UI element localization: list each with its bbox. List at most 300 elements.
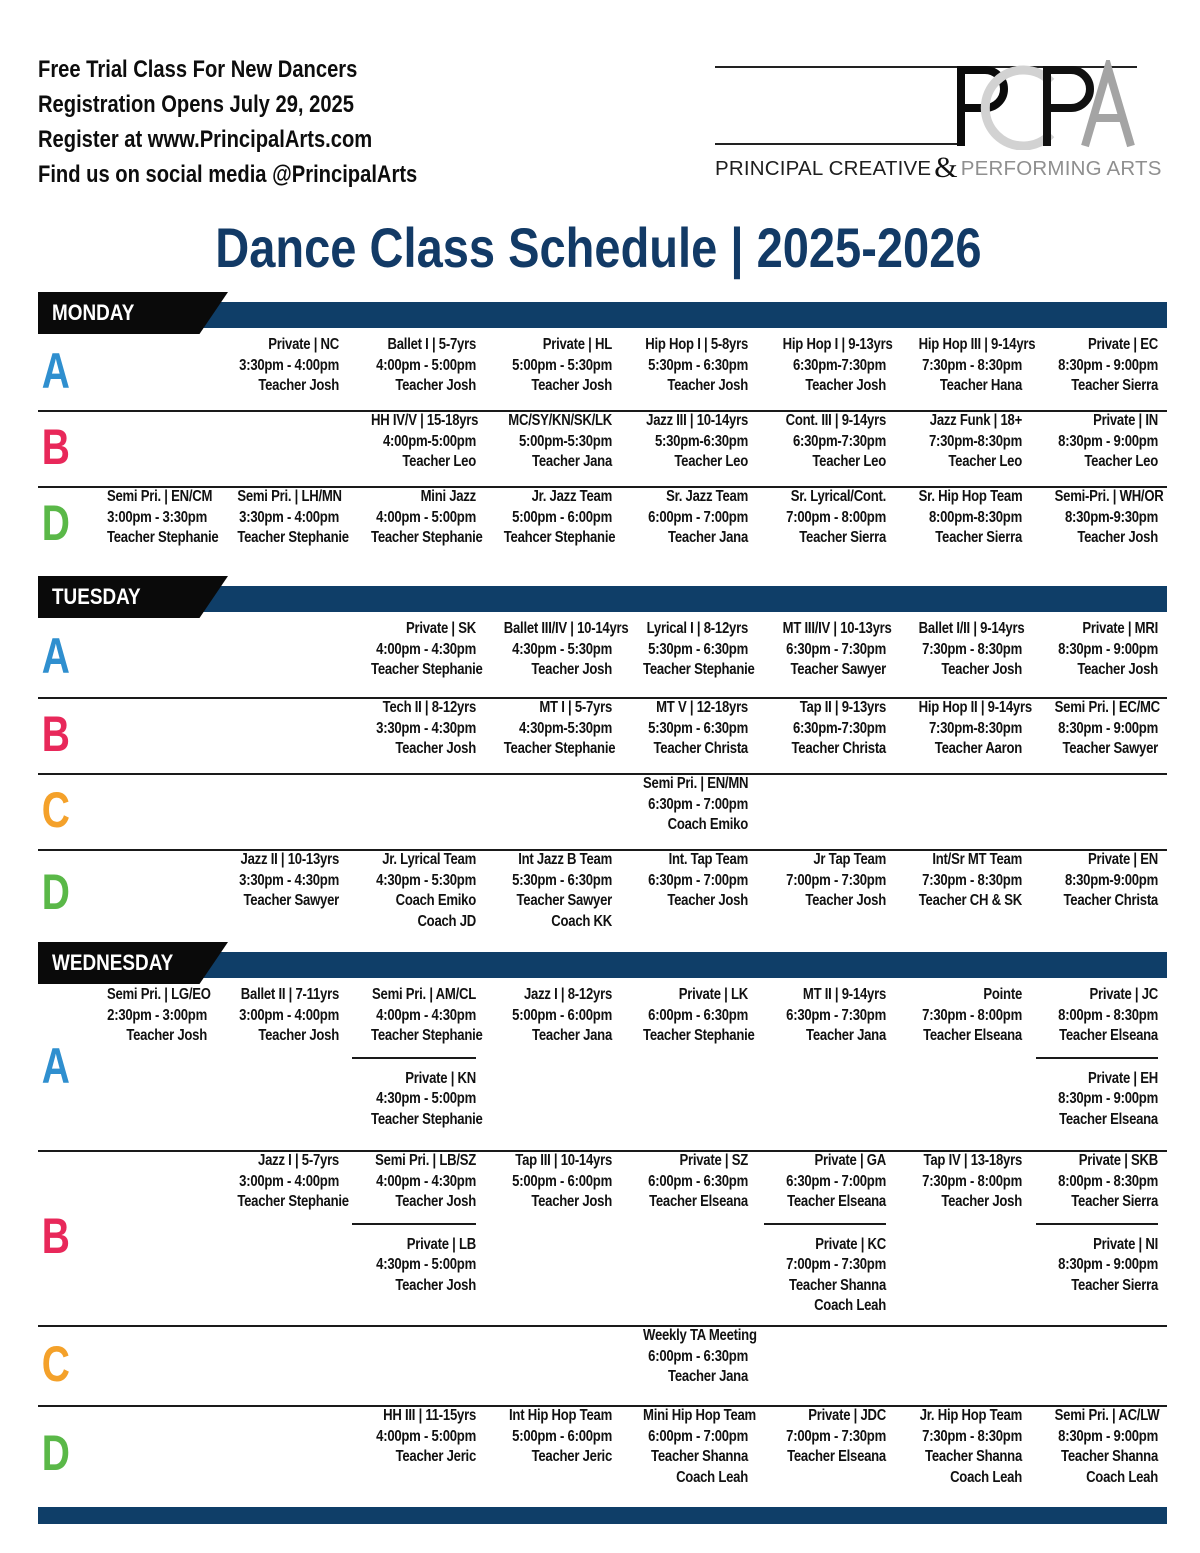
schedule-column <box>215 1151 349 1213</box>
class-name: Jazz Funk | 18+ <box>929 412 1022 429</box>
class-instructor: Teacher Elseana <box>649 1193 748 1210</box>
class-instructor: Teacher Jana <box>532 453 612 470</box>
class-name: Private | MRI <box>1082 620 1158 637</box>
class-entry[interactable] <box>237 1151 349 1213</box>
class-time: 8:00pm - 8:30pm <box>1058 1172 1158 1190</box>
wednesday-row-d <box>38 1406 1167 1504</box>
class-time: 7:30pm - 8:30pm <box>922 871 1022 889</box>
class-time: 8:00pm - 8:30pm <box>1058 1006 1158 1024</box>
class-time: 7:00pm - 7:30pm <box>786 1256 886 1273</box>
class-time: 7:30pm - 8:30pm <box>922 640 1022 658</box>
class-name: Tech II | 8-12yrs <box>382 699 476 716</box>
schedule-column <box>480 1151 612 1213</box>
schedule-column <box>480 411 612 473</box>
wednesday-row-a <box>38 985 1167 1150</box>
class-name: Mini Hip Hop Team <box>643 1407 756 1424</box>
class-time: 4:30pm - 5:30pm <box>376 871 476 889</box>
class-entry[interactable] <box>1055 619 1158 681</box>
class-instructor: Coach Emiko <box>395 892 476 909</box>
class-name: Private | EN <box>1087 851 1158 868</box>
row-letter-d: D <box>41 864 70 920</box>
class-instructor: Teacher Leo <box>402 453 476 470</box>
class-instructor: Teacher Sierra <box>1071 1276 1158 1294</box>
class-name: Private | LB <box>406 1235 476 1253</box>
class-name: Semi Pri. | LH/MN <box>237 488 342 505</box>
class-entry[interactable] <box>643 1326 757 1388</box>
class-entry[interactable] <box>919 1151 1022 1213</box>
class-entry[interactable] <box>783 1406 886 1468</box>
class-name: Sr. Hip Hop Team <box>918 488 1023 505</box>
class-time: 5:30pm-6:30pm <box>654 432 748 450</box>
class-instructor: Teacher Sawyer <box>1062 740 1158 757</box>
class-time: 4:00pm - 5:00pm <box>376 356 476 374</box>
class-name: Cont. III | 9-14yrs <box>785 412 886 429</box>
class-name: Private | LK <box>678 986 748 1003</box>
row-letter-a: A <box>41 1037 70 1094</box>
class-instructor: Teacher Stephanie <box>371 1027 483 1044</box>
class-instructor: Teacher Leo <box>674 453 748 470</box>
class-time: 6:00pm - 7:00pm <box>648 1427 748 1445</box>
class-time: 8:30pm - 9:00pm <box>1058 640 1158 658</box>
class-name: Lyrical I | 8-12yrs <box>646 620 748 637</box>
class-name: Private | SKB <box>1078 1152 1158 1169</box>
schedule-column <box>480 619 629 681</box>
class-instructor: Teacher Josh <box>941 1193 1022 1210</box>
class-entry[interactable] <box>1055 985 1158 1047</box>
class-name: Jr Tap Team <box>813 851 886 868</box>
row-letter-b: B <box>41 418 70 475</box>
class-instructor: Teacher Jana <box>806 1027 886 1044</box>
class-name: Jr. Hip Hop Team <box>919 1407 1022 1424</box>
class-instructor: Teacher Sierra <box>1071 1193 1158 1210</box>
class-entry[interactable] <box>1055 850 1158 912</box>
class-name: Ballet I/II | 9-14yrs <box>918 620 1025 637</box>
class-entry[interactable] <box>237 985 339 1047</box>
class-name: Private | SZ <box>679 1152 748 1169</box>
class-name: Hip Hop I | 9-13yrs <box>782 336 893 353</box>
class-time: 8:30pm - 9:00pm <box>1058 432 1158 450</box>
class-entry[interactable] <box>643 985 755 1047</box>
class-name: Ballet I | 5-7yrs <box>387 336 476 353</box>
class-instructor: Teacher Sawyer <box>790 661 886 678</box>
class-time: 3:30pm - 4:00pm <box>239 508 339 526</box>
class-instructor: Teacher Josh <box>667 892 748 909</box>
class-time: 7:30pm - 8:30pm <box>922 356 1022 374</box>
class-name: Semi Pri. | AM/CL <box>372 986 476 1003</box>
class-instructor: Teacher Shanna <box>925 1448 1022 1465</box>
class-name: Int Hip Hop Team <box>509 1407 612 1424</box>
class-entry[interactable] <box>1055 698 1158 760</box>
class-time: 7:00pm - 7:30pm <box>786 1427 886 1445</box>
class-instructor: Teacher Elseana <box>1059 1110 1158 1128</box>
class-divider <box>352 1057 476 1059</box>
monday-row-a <box>38 335 1167 410</box>
class-entry[interactable] <box>237 335 339 397</box>
schedule-column <box>896 698 1032 760</box>
class-instructor: Teacher Sawyer <box>516 892 612 909</box>
class-entry[interactable] <box>504 411 612 473</box>
class-time: 4:00pm - 4:30pm <box>376 1006 476 1024</box>
class-instructor: Teacher Josh <box>667 377 748 394</box>
class-name: Semi-Pri. | WH/OR <box>1054 488 1164 505</box>
schedule-column <box>1032 487 1164 549</box>
schedule-column <box>348 698 476 760</box>
class-time: 4:00pm - 4:30pm <box>376 1172 476 1190</box>
class-name: Int/Sr MT Team <box>932 851 1022 868</box>
class-instructor: Teacher Josh <box>531 377 612 394</box>
class-name: MT III/IV | 10-13yrs <box>782 620 892 637</box>
class-name: Tap III | 10-14yrs <box>515 1152 612 1169</box>
class-name: Hip Hop II | 9-14yrs <box>918 699 1032 716</box>
class-name: Sr. Lyrical/Cont. <box>790 488 886 505</box>
class-entry[interactable] <box>504 335 612 397</box>
class-name: Semi Pri. | LB/SZ <box>375 1152 476 1169</box>
class-instructor: Teacher Shanna <box>789 1276 886 1294</box>
class-time: 7:30pm - 8:00pm <box>922 1172 1022 1190</box>
day-label: TUESDAY <box>52 584 141 609</box>
logo-rule-middle <box>715 143 965 145</box>
bottom-bar <box>38 1507 1167 1524</box>
class-instructor: Teacher Stephanie <box>237 529 349 546</box>
class-entry[interactable] <box>504 985 612 1047</box>
schedule-column <box>620 335 748 397</box>
class-entry[interactable] <box>643 850 748 912</box>
class-instructor: Teacher Leo <box>812 453 886 470</box>
row-letter-a: A <box>41 628 70 684</box>
class-instructor: Teacher Stephanie <box>106 529 219 546</box>
class-time: 7:30pm - 8:30pm <box>922 1427 1022 1445</box>
class-instructor: Teacher Sierra <box>935 529 1022 546</box>
class-name: Weekly TA Meeting <box>643 1327 757 1344</box>
schedule-column <box>896 487 1022 549</box>
class-entry[interactable] <box>643 1151 748 1213</box>
class-time: 4:30pm - 5:30pm <box>512 640 612 658</box>
schedule-column <box>480 335 612 397</box>
class-name: Private | GA <box>814 1152 886 1169</box>
class-entry[interactable] <box>783 1235 886 1317</box>
class-entry[interactable] <box>504 850 612 932</box>
class-name: Private | NI <box>1093 1235 1158 1253</box>
day-header-monday <box>38 292 1167 334</box>
schedule-column <box>215 487 349 549</box>
class-instructor: Teacher Josh <box>531 661 612 678</box>
class-time: 6:30pm - 7:00pm <box>786 1172 886 1190</box>
class-entry[interactable] <box>371 1069 483 1131</box>
class-instructor: Teacher Josh <box>395 1276 476 1294</box>
class-entry[interactable] <box>919 1406 1022 1488</box>
class-name: Private | EH <box>1087 1069 1158 1087</box>
class-name: Hip Hop I | 5-8yrs <box>645 336 748 353</box>
class-time: 7:00pm - 8:00pm <box>786 508 886 526</box>
class-time: 7:30pm - 8:00pm <box>922 1006 1022 1024</box>
class-name: Jazz I | 8-12yrs <box>524 986 612 1003</box>
class-entry[interactable] <box>1055 1151 1158 1213</box>
tuesday-row-d <box>38 850 1167 938</box>
class-entry[interactable] <box>643 619 755 681</box>
class-entry[interactable] <box>919 850 1022 912</box>
class-instructor: Teacher Jeric <box>531 1448 612 1465</box>
class-entry[interactable] <box>371 487 483 549</box>
class-time: 5:00pm - 6:00pm <box>512 1172 612 1190</box>
class-name: Private | NC <box>268 336 339 353</box>
schedule-column <box>85 985 211 1047</box>
class-entry[interactable] <box>1054 487 1164 549</box>
class-instructor: Teacher Sawyer <box>243 892 339 909</box>
schedule-column <box>620 850 748 912</box>
class-name: Pointe <box>983 986 1022 1003</box>
schedule-column <box>348 411 479 473</box>
class-instructor: Teacher Josh <box>126 1027 207 1044</box>
class-entry[interactable] <box>371 335 476 397</box>
class-entry[interactable] <box>371 1406 476 1468</box>
class-entry[interactable] <box>783 487 886 549</box>
schedule-column <box>760 411 886 473</box>
website-line[interactable]: Register at www.PrincipalArts.com <box>38 126 373 153</box>
class-time: 3:00pm - 4:00pm <box>239 1006 339 1024</box>
class-entry[interactable] <box>783 850 886 912</box>
class-time: 4:30pm - 5:00pm <box>376 1090 476 1107</box>
class-entry[interactable] <box>918 335 1036 397</box>
class-entry[interactable] <box>371 411 479 473</box>
class-instructor: Teacher Elseana <box>787 1448 886 1465</box>
class-entry[interactable] <box>371 1151 476 1213</box>
schedule-column <box>1032 1151 1158 1296</box>
tuesday-row-a <box>38 619 1167 697</box>
class-name: HH IV/V | 15-18yrs <box>371 412 479 429</box>
day-header-tuesday <box>38 576 1167 618</box>
class-entry[interactable] <box>237 487 349 549</box>
schedule-column <box>348 335 476 397</box>
class-time: 8:00pm-8:30pm <box>928 508 1022 526</box>
class-instructor: Coach Emiko <box>667 816 748 833</box>
class-time: 6:00pm - 6:30pm <box>648 1172 748 1190</box>
schedule-column <box>896 411 1022 473</box>
class-instructor: Teacher Aaron <box>934 740 1022 757</box>
class-time: 5:30pm - 6:30pm <box>648 356 748 374</box>
class-name: HH III | 11-15yrs <box>383 1407 476 1424</box>
wednesday-row-c <box>38 1326 1167 1405</box>
class-instructor: Teacher Josh <box>1077 529 1158 546</box>
monday-row-d <box>38 487 1167 562</box>
class-time: 6:30pm-7:30pm <box>792 356 886 374</box>
class-entry[interactable] <box>371 850 476 932</box>
class-instructor: Teacher Hana <box>939 377 1022 394</box>
row-letter-d: D <box>41 1425 70 1481</box>
class-time: 4:00pm-5:00pm <box>382 432 476 450</box>
schedule-column <box>620 619 755 681</box>
class-time: 6:30pm - 7:00pm <box>648 795 748 813</box>
class-entry[interactable] <box>919 487 1022 549</box>
schedule-column <box>1032 985 1158 1130</box>
schedule-column <box>760 487 886 549</box>
class-entry[interactable] <box>503 619 629 681</box>
class-entry[interactable] <box>783 698 886 760</box>
class-entry[interactable] <box>643 487 748 549</box>
class-instructor: Teacher Elseana <box>787 1193 886 1210</box>
schedule-column <box>348 850 476 932</box>
class-instructor: Teacher Josh <box>395 1193 476 1210</box>
class-instructor: Teacher Jana <box>668 1368 748 1385</box>
class-time: 6:30pm-7:30pm <box>792 432 886 450</box>
schedule-column <box>1032 850 1158 912</box>
class-instructor: Teacher Stephanie <box>371 1110 483 1128</box>
class-name: Private | EC <box>1087 336 1158 353</box>
class-instructor: Coach Leah <box>676 1468 748 1486</box>
class-entry[interactable] <box>919 411 1022 473</box>
schedule-column <box>760 1151 886 1317</box>
class-name: Ballet II | 7-11yrs <box>240 986 339 1003</box>
logo-wordmark <box>715 149 1162 183</box>
class-name: Jr. Lyrical Team <box>382 851 476 868</box>
schedule-column <box>480 985 612 1047</box>
class-instructor: Teacher Josh <box>395 740 476 757</box>
class-time: 3:30pm - 4:00pm <box>239 356 339 374</box>
class-entry[interactable] <box>918 619 1025 681</box>
schedule-column <box>1032 698 1158 760</box>
schedule-column <box>760 850 886 912</box>
schedule-column <box>760 1406 886 1468</box>
class-time: 4:00pm - 4:30pm <box>376 640 476 658</box>
class-entry[interactable] <box>643 774 748 836</box>
schedule-column <box>480 487 616 549</box>
class-time: 5:30pm - 6:30pm <box>648 640 748 658</box>
class-entry[interactable] <box>237 850 339 912</box>
class-instructor: Teacher Jana <box>668 529 748 546</box>
row-letter-a: A <box>41 342 70 399</box>
class-entry[interactable] <box>1055 1406 1158 1488</box>
class-entry[interactable] <box>1055 335 1158 397</box>
schedule-column <box>1032 619 1158 681</box>
schedule-column <box>1032 335 1158 397</box>
class-instructor: Teacher Elseana <box>923 1027 1022 1044</box>
class-name: Jr. Jazz Team <box>531 488 612 505</box>
class-entry[interactable] <box>503 698 616 760</box>
schedule-column <box>620 698 748 760</box>
class-entry[interactable] <box>503 487 616 549</box>
class-entry[interactable] <box>782 619 892 681</box>
class-entry[interactable] <box>371 619 483 681</box>
class-name: MT II | 9-14yrs <box>802 986 886 1003</box>
class-instructor: Teacher Stephanie <box>643 661 755 678</box>
schedule-column <box>1032 411 1158 473</box>
tuesday-row-b <box>38 698 1167 773</box>
schedule-column <box>896 1406 1022 1488</box>
class-time: 6:00pm - 7:00pm <box>648 508 748 526</box>
schedule-column <box>1032 1406 1158 1488</box>
schedule-column <box>620 774 748 836</box>
class-entry[interactable] <box>783 411 886 473</box>
schedule-column <box>348 487 483 549</box>
schedule-column <box>896 619 1025 681</box>
tuesday-row-c <box>38 774 1167 849</box>
class-time: 4:00pm - 5:00pm <box>376 508 476 526</box>
class-instructor: Teahcer Stephanie <box>503 529 616 546</box>
free-trial-line: Free Trial Class For New Dancers <box>38 56 358 83</box>
class-name: Private | HL <box>542 336 612 353</box>
schedule-column <box>215 850 339 912</box>
schedule-column <box>85 487 219 549</box>
schedule-column <box>215 335 339 397</box>
class-name: Ballet III/IV | 10-14yrs <box>503 620 629 637</box>
class-entry[interactable] <box>783 1151 886 1213</box>
schedule-column <box>620 985 755 1047</box>
class-name: Semi Pri. | EN/MN <box>643 775 749 792</box>
class-entry[interactable] <box>371 1235 476 1297</box>
class-divider <box>1036 1057 1158 1059</box>
class-entry[interactable] <box>643 698 748 760</box>
class-entry[interactable] <box>504 1151 612 1213</box>
class-entry[interactable] <box>371 698 476 760</box>
class-entry[interactable] <box>504 1406 612 1468</box>
class-instructor: Teacher Stephanie <box>643 1027 755 1044</box>
class-instructor: Teacher Josh <box>395 377 476 394</box>
schedule-column <box>620 1151 748 1213</box>
class-instructor: Teacher Josh <box>805 892 886 909</box>
class-entry[interactable] <box>919 985 1022 1047</box>
class-time: 6:30pm - 7:30pm <box>786 1006 886 1024</box>
class-time: 8:30pm-9:00pm <box>1064 871 1158 889</box>
class-entry[interactable] <box>1055 1235 1158 1297</box>
schedule-column <box>348 619 483 681</box>
class-name: Tap IV | 13-18yrs <box>923 1152 1022 1169</box>
schedule-column <box>760 698 886 760</box>
class-name: Private | SK <box>405 620 476 637</box>
class-entry[interactable] <box>1055 1069 1158 1131</box>
class-time: 5:00pm - 6:00pm <box>512 1006 612 1024</box>
class-entry[interactable] <box>106 487 219 549</box>
class-name: Tap II | 9-13yrs <box>799 699 886 716</box>
class-name: Semi Pri. | EC/MC <box>1054 699 1160 716</box>
class-entry[interactable] <box>918 698 1032 760</box>
class-name: Mini Jazz <box>420 488 476 505</box>
day-label: MONDAY <box>52 300 135 325</box>
class-time: 2:30pm - 3:00pm <box>107 1006 207 1024</box>
schedule-column <box>760 335 893 397</box>
class-time: 5:00pm - 6:00pm <box>512 1427 612 1445</box>
class-entry[interactable] <box>643 1406 756 1488</box>
class-instructor: Coach Leah <box>1086 1468 1158 1486</box>
class-entry[interactable] <box>782 335 893 397</box>
class-instructor: Teacher Leo <box>948 453 1022 470</box>
class-instructor: Coach JD <box>417 912 476 930</box>
class-entry[interactable] <box>1055 411 1158 473</box>
class-instructor: Coach Leah <box>814 1297 886 1314</box>
row-letter-c: C <box>41 781 70 838</box>
class-entry[interactable] <box>371 985 483 1047</box>
class-time: 8:30pm - 9:00pm <box>1058 1256 1158 1273</box>
class-entry[interactable] <box>643 411 748 473</box>
class-time: 7:30pm-8:30pm <box>928 719 1022 737</box>
schedule-column <box>620 487 748 549</box>
schedule-column <box>348 1406 476 1468</box>
class-name: Private | KN <box>405 1069 476 1087</box>
class-instructor: Teacher Sierra <box>1071 377 1158 394</box>
class-time: 4:30pm - 5:00pm <box>376 1256 476 1273</box>
class-name: MT V | 12-18yrs <box>656 699 748 716</box>
class-entry[interactable] <box>106 985 211 1047</box>
class-name: Hip Hop III | 9-14yrs <box>918 336 1036 353</box>
class-name: MC/SY/KN/SK/LK <box>508 412 612 429</box>
schedule-column <box>348 985 483 1130</box>
class-entry[interactable] <box>783 985 886 1047</box>
schedule-column <box>896 1151 1022 1213</box>
class-time: 5:00pm - 5:30pm <box>512 356 612 374</box>
class-time: 6:30pm-7:30pm <box>792 719 886 737</box>
social-line: Find us on social media @PrincipalArts <box>38 161 418 188</box>
class-entry[interactable] <box>643 335 748 397</box>
pcpa-logo-mark <box>953 60 1138 150</box>
schedule-column <box>896 985 1022 1047</box>
